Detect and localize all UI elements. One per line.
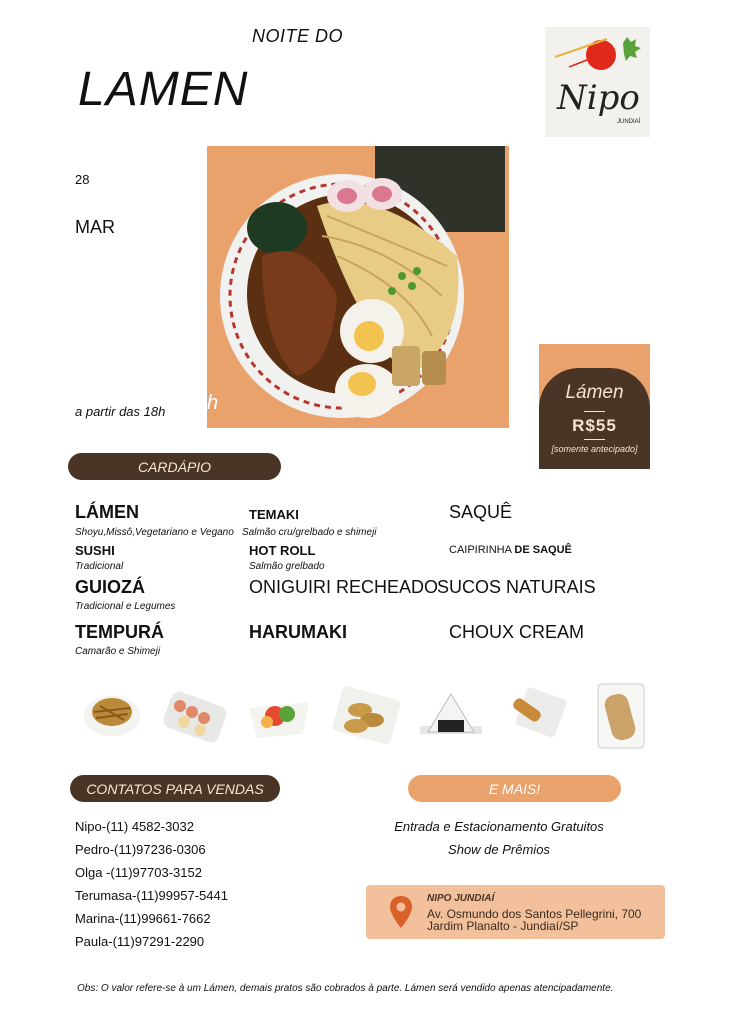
- menu-item-desc: Tradicional e Legumes: [75, 601, 176, 612]
- contact-item: Olga -(11)97703-3152: [75, 865, 202, 880]
- food-photo-sushi: [160, 682, 230, 751]
- photo-caption: h: [207, 392, 219, 414]
- extra-line: Entrada e Estacionamento Gratuitos: [394, 819, 604, 834]
- logo-subtitle: JUNDIAÍ: [617, 119, 641, 125]
- contacts-heading: CONTATOS PARA VENDAS: [70, 775, 280, 802]
- menu-item-desc: Tradicional: [75, 561, 124, 572]
- menu-item-hot-roll: HOT ROLL: [249, 543, 316, 558]
- menu-item-desc: Salmão grelbado: [249, 561, 325, 572]
- food-photo-guioza: [330, 682, 400, 751]
- address-line-2: Jardim Planalto - Jundiaí/SP: [427, 919, 579, 933]
- address-box: [366, 885, 665, 939]
- menu-heading: CARDÁPIO: [68, 453, 281, 480]
- menu-item-desc: Camarão e Shimeji: [75, 646, 161, 657]
- menu-item-desc: Salmão cru/grelbado e shimeji: [242, 527, 377, 538]
- logo-brand: Nipo: [557, 78, 640, 118]
- food-photo-tempura: [80, 682, 144, 751]
- address-name: NIPO JUNDIAÍ: [427, 893, 495, 904]
- price-value: R$55: [572, 416, 617, 435]
- food-photo-choux: [592, 682, 650, 757]
- extras-heading: E MAIS!: [408, 775, 621, 802]
- menu-item-harumaki: HARUMAKI: [249, 622, 347, 642]
- price-card: [539, 344, 650, 469]
- menu-item-choux: CHOUX CREAM: [449, 622, 585, 642]
- contact-item: Nipo-(11) 4582-3032: [75, 819, 194, 834]
- food-photo-oniguiri: [416, 682, 486, 751]
- address-line-1: Av. Osmundo dos Santos Pellegrini, 700: [427, 907, 642, 921]
- contact-item: Marina-(11)99661-7662: [75, 911, 211, 926]
- page-title: LAMEN: [78, 63, 249, 116]
- menu-item-sucos: SUCOS NATURAIS: [437, 577, 596, 597]
- price-label: Lámen: [565, 382, 624, 403]
- menu-item-oniguiri: ONIGUIRI RECHEADO: [249, 577, 439, 597]
- event-month: MAR: [75, 217, 115, 237]
- menu-item-tempura: TEMPURÁ: [75, 622, 164, 642]
- price-note: [somente antecipado]: [551, 444, 638, 454]
- menu-item-temaki: TEMAKI: [249, 507, 299, 522]
- menu-item-sushi: SUSHI: [75, 543, 115, 558]
- contact-item: Paula-(11)97291-2290: [75, 934, 205, 949]
- footer-note: Obs: O valor refere-se à um Lámen, demais pratos são cobrados à parte. Lámen será vendido apenas atencipadamente.: [77, 983, 614, 994]
- menu-item-lamen: LÁMEN: [75, 502, 139, 522]
- ramen-photo: [207, 146, 509, 433]
- food-photo-harumaki: [500, 682, 570, 751]
- contact-item: Terumasa-(11)99957-5441: [75, 888, 228, 903]
- food-photo-salad: [245, 682, 315, 751]
- menu-item-caipirinha: CAIPIRINHA DE SAQUÊ: [449, 544, 572, 556]
- event-time: a partir das 18h: [75, 404, 166, 419]
- location-pin-icon: [390, 896, 412, 933]
- contact-item: Pedro-(11)97236-0306: [75, 842, 206, 857]
- event-day: 28: [75, 172, 90, 187]
- extra-line: Show de Prêmios: [448, 842, 550, 857]
- menu-item-desc: Shoyu,Missô,Vegetariano e Vegano: [75, 527, 234, 538]
- nipo-logo: [545, 27, 650, 137]
- menu-item-saque: SAQUÊ: [449, 502, 513, 522]
- menu-item-guioza: GUIOZÁ: [75, 577, 145, 597]
- pretitle: NOITE DO: [252, 26, 344, 46]
